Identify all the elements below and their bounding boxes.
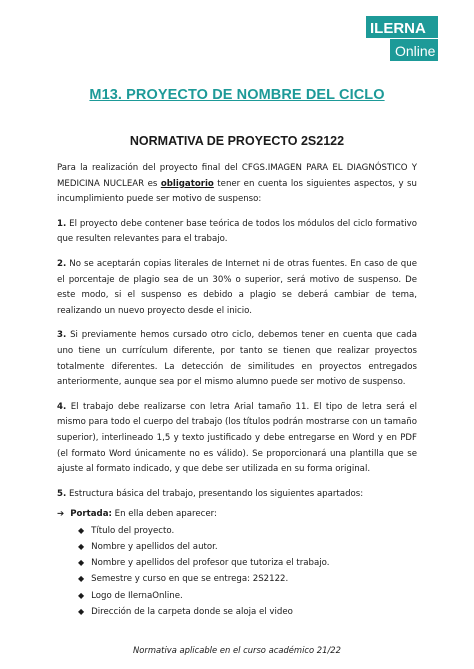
document-body [57,161,417,620]
list-item: ◆ Semestre y curso en que se entrega: 2S2122. [78,571,417,587]
svg-text:ILERNA: ILERNA [370,20,426,37]
portada-list [57,523,417,620]
portada-section: ➔ Portada: En ella deben aparecer: ◆ Título del proyecto. ◆ Nombre y apellidos del autor. ◆ Nombre y apellidos del profesor que tutoriza el trabajo. ◆ Semestre y curso en que se entrega: 2S2122. ◆ Logo de IlernaOnline. ◆ Dirección de la carpeta donde se aloja el video [57,507,417,620]
point-4: 4. El trabajo debe realizarse con letra Arial tamaño 11. El tipo de letra será el mismo para todo el cuerpo del trabajo (los títulos podrán mostrarse con un tamaño superior), interlineado 1,5 y texto justificado y debe entregarse en Word y en PDF (el formato Word únicamente no es válido). Se proporcionará una plantilla que se ajuste al formato indicado, y que debe ser utilizada en su forma original. [57,401,417,475]
list-item: ◆ Logo de IlernaOnline. [78,588,417,604]
emphasis-text: obligatorio [160,178,214,189]
diamond-bullet-icon: ◆ [78,558,85,568]
page-title: M13. PROYECTO DE NOMBRE DEL CICLO [89,87,385,103]
list-item: ◆ Dirección de la carpeta donde se aloja el video [78,604,417,620]
diamond-bullet-icon: ◆ [78,574,85,584]
intro-paragraph: Para la realización del proyecto final del CFGS.IMAGEN PARA EL DIAGNÓSTICO Y MEDICINA NUCLEAR es obligatorio tener en cuenta los siguientes aspectos, y su incumplimiento puede ser motivo de suspenso: [57,163,417,205]
diamond-bullet-icon: ◆ [78,542,85,552]
svg-text:Online: Online [395,43,436,59]
list-item: ◆ Nombre y apellidos del profesor que tutoriza el trabajo. [78,555,417,571]
point-2: 2. No se aceptarán copias literales de Internet ni de otras fuentes. En caso de que el porcentaje de plagio sea de un 30% o superior, será motivo de suspenso. De este modo, si el suspenso es debido a plagio se deberá cambiar de tema, realizando un nuevo proyecto desde el inicio. [57,258,417,316]
page-subtitle: NORMATIVA DE PROYECTO 2S2122 [129,134,345,148]
diamond-bullet-icon: ◆ [78,525,85,535]
point-1: 1. El proyecto debe contener base teórica de todos los módulos del ciclo formativo que resulten relevantes para el trabajo. [57,218,417,245]
page-footer: Normativa aplicable en el curso académico 21/22 [133,645,341,655]
diamond-bullet-icon: ◆ [78,606,85,616]
list-item: ◆ Nombre y apellidos del autor. [78,539,417,555]
list-item: ◆ Título del proyecto. [78,523,417,539]
point-3: 3. Si previamente hemos cursado otro ciclo, debemos tener en cuenta que cada uno tiene un currículum diferente, por tanto se tienen que realizar proyectos totalmente diferentes. La detección de similitudes en proyectos entregados anteriormente, aunque sea por el mismo alumno puede ser motivo de suspenso. [57,330,417,388]
point-5: 5. Estructura básica del trabajo, presentando los siguientes apartados: [57,488,364,499]
arrow-icon: ➔ [57,509,65,520]
ilerna-online-logo-icon [364,14,442,68]
portada-label: Portada: [70,509,112,520]
diamond-bullet-icon: ◆ [78,590,85,600]
ilerna-online-logo [364,14,442,68]
